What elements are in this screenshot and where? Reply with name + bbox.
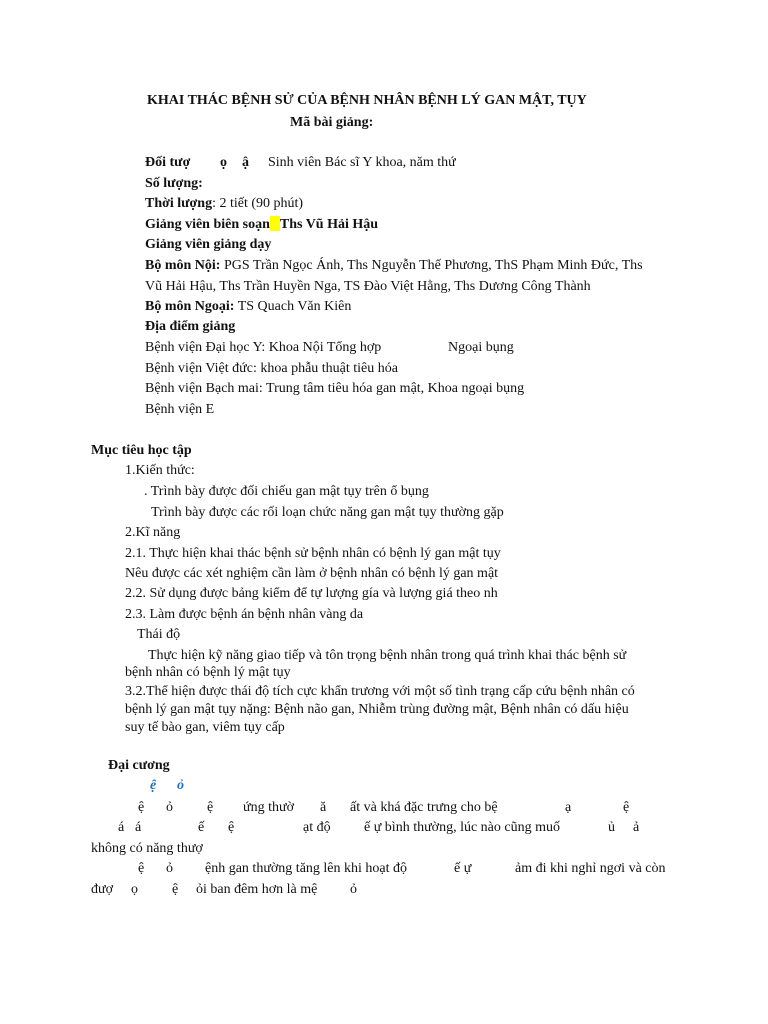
text-fragment: ế ự bình thường, lúc nào cũng muố xyxy=(364,820,560,835)
objective-line: Thái độ xyxy=(137,627,181,642)
objective-line: bệnh lý gan mật tụy nặng: Bệnh não gan, Nhiễm trùng đường mật, Bệnh nhân có dấu hiệu xyxy=(125,702,629,717)
author-label: Giảng viên biên soạn xyxy=(145,217,270,232)
text-fragment: á xyxy=(135,820,142,835)
author-value: Ths Vũ Hải Hậu xyxy=(279,217,379,232)
text-fragment: ă xyxy=(320,800,327,815)
target-fragment: ọ xyxy=(220,155,227,170)
location-item-extra: Ngoại bụng xyxy=(448,340,514,355)
text-fragment: ủ xyxy=(608,820,615,835)
text-fragment: ỏ xyxy=(166,861,173,876)
text-fragment: ứng thườ xyxy=(243,800,294,815)
location-label: Địa điểm giảng xyxy=(145,319,236,334)
objective-line: bệnh nhân có bệnh lý mật tụy xyxy=(125,665,291,680)
text-fragment: ạt độ xyxy=(303,820,331,835)
internal-dept-line xyxy=(145,257,643,275)
text-fragment: ệ xyxy=(228,820,235,835)
text-fragment: á xyxy=(118,820,125,835)
objective-line: 2.2. Sử dụng được bảng kiểm để tự lượng gía và lượng giá theo nh xyxy=(125,586,498,601)
lecture-code-label: Mã bài giảng: xyxy=(290,115,374,130)
count-label: Số lượng: xyxy=(145,176,203,191)
text-line: không có năng thượ xyxy=(91,841,203,856)
duration-line xyxy=(145,195,303,213)
location-item: Bệnh viện Việt đức: khoa phẫu thuật tiêu hóa xyxy=(145,361,398,376)
location-item: Bệnh viện Bạch mai: Trung tâm tiêu hóa gan mật, Khoa ngoại bụng xyxy=(145,381,525,396)
highlight-mark xyxy=(270,216,280,231)
objective-line: 3.2.Thể hiện được thái độ tích cực khẩn trương với một số tình trạng cấp cứu bệnh nhân có xyxy=(125,684,635,699)
objective-line: suy tế bào gan, viêm tụy cấp xyxy=(125,720,285,735)
text-fragment: ạ xyxy=(565,800,572,815)
objective-line: Thực hiện kỹ năng giao tiếp và tôn trọng bệnh nhân trong quá trình khai thác bệnh sử xyxy=(148,648,627,663)
text-fragment: ọ xyxy=(131,882,138,897)
teachers-label: Giảng viên giảng dạy xyxy=(145,237,272,252)
objective-line: 2.Kĩ năng xyxy=(125,525,181,540)
text-fragment: đượ xyxy=(91,882,113,897)
target-value: Sinh viên Bác sĩ Y khoa, năm thứ xyxy=(268,155,456,170)
text-fragment: ế ự xyxy=(454,861,472,876)
target-fragment: ậ xyxy=(242,155,249,170)
text-fragment: ỏ xyxy=(166,800,173,815)
subheading-fragment: ệ xyxy=(150,778,157,793)
text-fragment: ệ xyxy=(138,861,145,876)
author-line xyxy=(145,216,378,234)
internal-dept-names: PGS Trần Ngọc Ánh, Ths Nguyễn Thế Phương, ThS Phạm Minh Đức, Ths xyxy=(223,258,643,273)
text-fragment: ệ xyxy=(138,800,145,815)
objective-line: Trình bày được các rối loạn chức năng gan mật tụy thường gặp xyxy=(151,505,504,520)
target-label: Đối tượ xyxy=(145,155,191,170)
text-fragment: ệnh gan thường tăng lên khi hoạt độ xyxy=(205,861,408,876)
objective-line: 1.Kiến thức: xyxy=(125,463,195,478)
surgery-dept-value: TS Quach Văn Kiên xyxy=(237,299,352,314)
objective-line: 2.3. Làm được bệnh án bệnh nhân vàng da xyxy=(125,607,364,622)
text-fragment: ệ xyxy=(623,800,630,815)
surgery-dept-line xyxy=(145,298,351,316)
text-fragment: ệ xyxy=(172,882,179,897)
text-fragment: ảm đi khi nghỉ ngơi và còn xyxy=(515,861,666,876)
text-fragment: ả xyxy=(633,820,640,835)
text-fragment: ỏ xyxy=(350,882,357,897)
surgery-dept-label: Bộ môn Ngoại: xyxy=(145,299,235,314)
text-fragment: ỏi ban đêm hơn là mệ xyxy=(196,882,318,897)
objective-line: Nêu được các xét nghiệm cần làm ở bệnh nhân có bệnh lý gan mật xyxy=(125,566,499,581)
subheading-fragment: ỏ xyxy=(177,778,184,793)
internal-dept-label: Bộ môn Nội: xyxy=(145,258,221,273)
general-heading: Đại cương xyxy=(108,758,170,773)
duration-label: Thời lượng xyxy=(145,196,213,211)
objective-line: . Trình bày được đối chiếu gan mật tụy trên ổ bụng xyxy=(144,484,429,499)
objectives-heading: Mục tiêu học tập xyxy=(91,443,192,458)
duration-value: : 2 tiết (90 phút) xyxy=(212,196,304,211)
text-fragment: ất và khá đặc trưng cho bệ xyxy=(350,800,498,815)
location-item: Bệnh viện E xyxy=(145,402,215,417)
internal-dept-names-cont: Vũ Hải Hậu, Ths Trần Huyền Nga, TS Đào Việt Hằng, Ths Dương Công Thành xyxy=(145,279,591,294)
text-fragment: ệ xyxy=(207,800,214,815)
document-title: KHAI THÁC BỆNH SỬ CỦA BỆNH NHÂN BỆNH LÝ GAN MẬT, TỤY xyxy=(147,93,587,108)
location-item: Bệnh viện Đại học Y: Khoa Nội Tổng hợp xyxy=(145,340,382,355)
text-fragment: ế xyxy=(198,820,205,835)
objective-line: 2.1. Thực hiện khai thác bệnh sử bệnh nhân có bệnh lý gan mật tụy xyxy=(125,546,501,561)
